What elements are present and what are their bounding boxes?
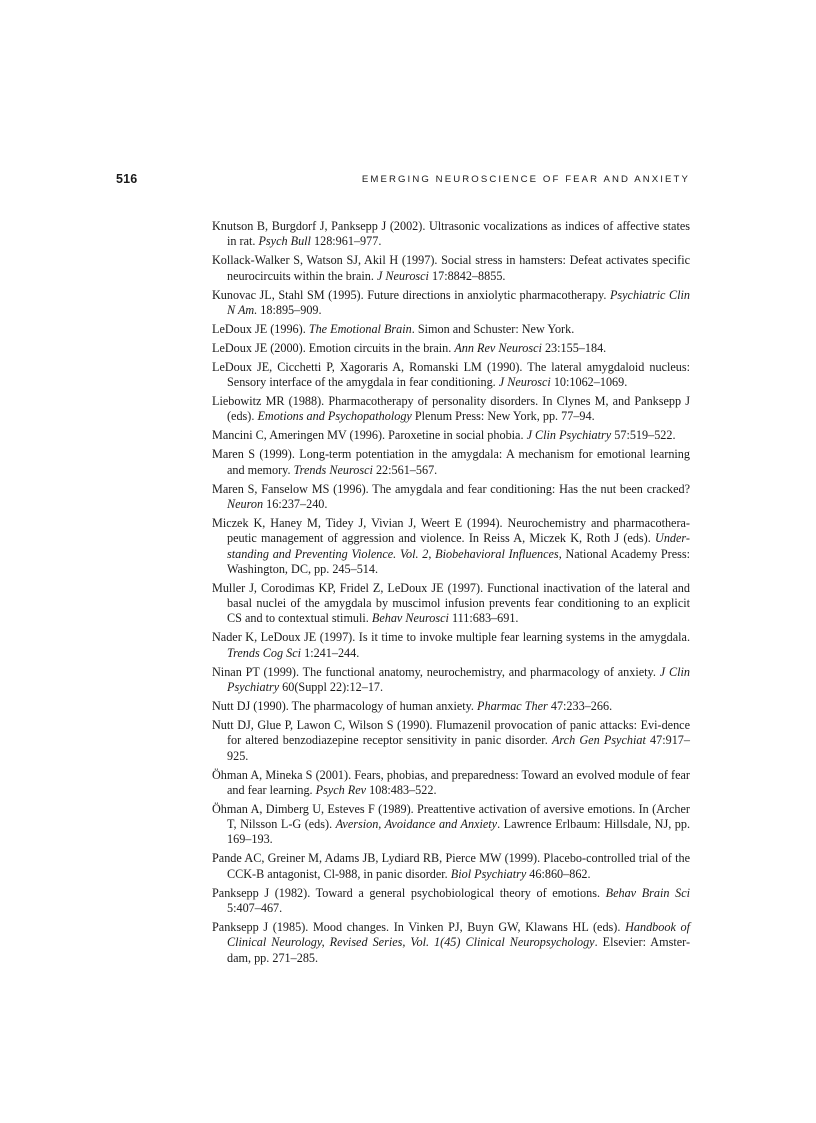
reference-citation: 111:683–691.: [448, 611, 519, 626]
reference-journal: J Neurosci: [376, 268, 429, 283]
reference-list: [212, 219, 690, 970]
reference-citation: 5:407–467.: [227, 900, 283, 915]
reference-entry: [212, 447, 690, 478]
reference-text: LeDoux JE (1996).: [212, 321, 309, 336]
reference-entry: [212, 428, 690, 443]
reference-citation: 1:241–244.: [301, 645, 360, 660]
reference-entry: [212, 482, 690, 513]
reference-citation: 128:961–977.: [310, 234, 382, 249]
reference-entry: [212, 341, 690, 356]
reference-citation: Plenum Press: New York, pp. 77–94.: [411, 409, 595, 424]
reference-journal: Ann Rev Neurosci: [454, 340, 542, 355]
reference-journal: Behav Brain Sci: [605, 885, 690, 900]
reference-entry: [212, 851, 690, 882]
reference-text: Knutson B, Burgdorf J, Panksepp J (2002). Ultrasonic vocalizations as indices of affective states in rat.: [212, 219, 690, 249]
reference-journal: The Emotional Brain: [308, 321, 412, 336]
reference-text: Panksepp J (1985). Mood changes. In Vinken PJ, Buyn GW, Klawans HL (eds).: [212, 919, 626, 934]
page-number: 516: [116, 172, 138, 186]
reference-journal: J Clin Psychiatry: [526, 428, 612, 443]
reference-text: Maren S (1999). Long-term potentiation in the amygdala: A mechanism for emotional learning and memory.: [212, 447, 690, 477]
reference-entry: [212, 219, 690, 250]
reference-text: Nutt DJ (1990). The pharmacology of human anxiety.: [212, 698, 478, 713]
reference-text: LeDoux JE (2000). Emotion circuits in the brain.: [212, 340, 455, 355]
reference-citation: 47:917–925.: [227, 733, 690, 763]
reference-entry: [212, 360, 690, 391]
reference-citation: 60(Suppl 22):12–17.: [279, 679, 384, 694]
reference-entry: [212, 516, 690, 577]
reference-text: Öhman A, Mineka S (2001). Fears, phobias, and preparedness: Toward an evolved module of fear and fear learning.: [212, 767, 690, 797]
reference-text: LeDoux JE, Cicchetti P, Xagoraris A, Romanski LM (1990). The lateral amygdaloid nucleus: Sensory interface of the amygdala in fear conditioning.: [212, 359, 690, 390]
reference-citation: . Lawrence Erlbaum: Hillsdale, NJ, pp. 169–193.: [227, 817, 691, 847]
reference-entry: [212, 768, 690, 799]
reference-entry: [212, 802, 690, 848]
reference-entry: [212, 665, 690, 696]
reference-journal: Psychiatric Clin N Am.: [227, 287, 690, 317]
reference-journal: Under-standing and Preventing Violence. Vol. 2, Biobehavioral Influences: [227, 531, 690, 561]
reference-entry: [212, 699, 690, 714]
reference-citation: 108:483–522.: [366, 782, 437, 797]
reference-citation: 16:237–240.: [263, 496, 328, 511]
reference-journal: J Clin Psychiatry: [227, 664, 690, 694]
reference-citation: 57:519–522.: [611, 428, 676, 443]
reference-journal: Psych Bull: [258, 234, 311, 249]
reference-text: Öhman A, Dimberg U, Esteves F (1989). Preattentive activation of aversive emotions. In (Archer T, Nilsson L-G (eds).: [212, 801, 690, 832]
running-head: EMERGING NEUROSCIENCE OF FEAR AND ANXIETY: [361, 174, 690, 185]
reference-journal: Handbook of Clinical Neurology, Revised Series, Vol. 1(45) Clinical Neuropsychology: [227, 919, 690, 950]
reference-text: Muller J, Corodimas KP, Fridel Z, LeDoux JE (1997). Functional inactivation of the lateral and basal nuclei of the amygdala by muscimol infusion prevents fear conditioning to an explicit CS and to contextual stimuli.: [212, 580, 690, 626]
reference-text: Miczek K, Haney M, Tidey J, Vivian J, Weert E (1994). Neurochemistry and pharmacothera-peutic management of aggression and violence. In Reiss A, Miczek K, Roth J (eds).: [212, 515, 690, 546]
reference-entry: [212, 718, 690, 764]
reference-journal: J Neurosci: [498, 375, 551, 390]
reference-entry: [212, 288, 690, 319]
reference-journal: Aversion, Avoidance and Anxiety: [335, 817, 498, 832]
reference-entry: [212, 630, 690, 661]
reference-citation: , National Academy Press: Washington, DC, pp. 245–514.: [227, 546, 691, 576]
reference-citation: 23:155–184.: [541, 340, 607, 355]
reference-journal: Behav Neurosci: [371, 611, 449, 626]
reference-entry: [212, 920, 690, 966]
reference-journal: Biol Psychiatry: [450, 866, 527, 881]
reference-citation: 46:860–862.: [526, 866, 591, 881]
reference-journal: Emotions and Psychopathology: [257, 409, 412, 424]
reference-journal: Trends Neurosci: [293, 462, 373, 477]
reference-citation: 10:1062–1069.: [550, 375, 628, 390]
reference-entry: [212, 394, 690, 425]
reference-text: Pande AC, Greiner M, Adams JB, Lydiard RB, Pierce MW (1999). Placebo-controlled trial of the CCK-B antagonist, Cl-988, in panic disorder.: [212, 851, 690, 881]
reference-entry: [212, 886, 690, 917]
reference-journal: Arch Gen Psychiat: [551, 733, 646, 748]
reference-journal: Trends Cog Sci: [227, 645, 302, 660]
reference-citation: 47:233–266.: [547, 698, 613, 713]
reference-entry: [212, 322, 690, 337]
reference-text: Nutt DJ, Glue P, Lawon C, Wilson S (1990). Flumazenil provocation of panic attacks: Evi-dence for altered benzodiazepine receptor sensitivity in panic disorder.: [212, 717, 690, 748]
reference-citation: 17:8842–8855.: [428, 268, 506, 283]
reference-citation: 22:561–567.: [372, 462, 438, 477]
reference-text: Mancini C, Ameringen MV (1996). Paroxetine in social phobia.: [212, 428, 527, 443]
reference-text: Nader K, LeDoux JE (1997). Is it time to invoke multiple fear learning systems in the amygdala.: [212, 630, 690, 645]
reference-text: Maren S, Fanselow MS (1996). The amygdala and fear conditioning: Has the nut been cracked?: [212, 481, 690, 496]
reference-text: Ninan PT (1999). The functional anatomy, neurochemistry, and pharmacology of anxiety.: [212, 664, 660, 679]
reference-citation: . Simon and Schuster: New York.: [411, 321, 575, 336]
reference-text: Kollack-Walker S, Watson SJ, Akil H (1997). Social stress in hamsters: Defeat activates specific neurocircuits within the brain.: [212, 253, 690, 283]
reference-journal: Pharmac Ther: [477, 698, 548, 713]
reference-text: Panksepp J (1982). Toward a general psychobiological theory of emotions.: [212, 885, 606, 900]
reference-entry: [212, 581, 690, 627]
reference-citation: 18:895–909.: [257, 302, 322, 317]
reference-citation: . Elsevier: Amster-dam, pp. 271–285.: [227, 935, 691, 965]
reference-entry: [212, 253, 690, 284]
reference-journal: Neuron: [227, 496, 264, 511]
reference-journal: Psych Rev: [315, 782, 367, 797]
reference-text: Kunovac JL, Stahl SM (1995). Future directions in anxiolytic pharmacotherapy.: [212, 287, 610, 302]
reference-text: Liebowitz MR (1988). Pharmacotherapy of personality disorders. In Clynes M, and Panksepp J (eds).: [212, 394, 690, 424]
